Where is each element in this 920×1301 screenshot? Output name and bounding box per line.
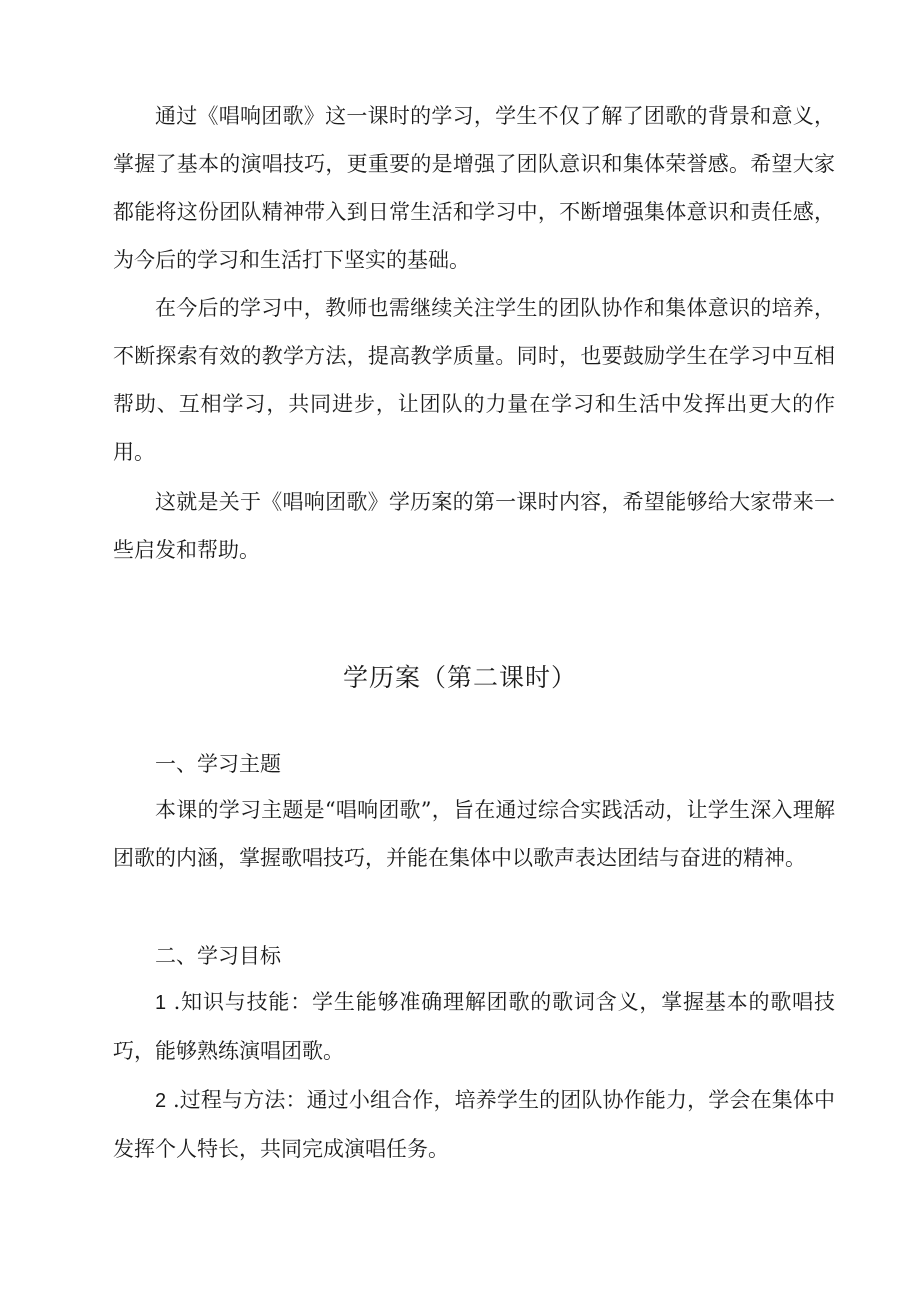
learning-theme-paragraph: 本课的学习主题是“唱响团歌”，旨在通过综合实践活动，让学生深入理解团歌的内涵，掌握歌唱技巧，并能在集体中以歌声表达团结与奋进的精神。 — [113, 798, 835, 870]
goal-text: .知识与技能：学生能够准确理解团歌的歌词含义，掌握基本的歌唱技巧，能够熟练演唱团歌。 — [113, 990, 835, 1063]
goal-process-methods — [113, 1076, 835, 1173]
goal-number: 2 — [155, 1090, 167, 1112]
teacher-reflection-paragraph: 在今后的学习中，教师也需继续关注学生的团队协作和集体意识的培养，不断探索有效的教学方法，提高教学质量。同时，也要鼓励学生在学习中互相帮助、互相学习，共同进步，让团队的力量在学习和生活中发挥出更大的作用。 — [113, 296, 835, 464]
heading-learning-theme: 一、学习主题 — [155, 752, 281, 776]
section-title: 学历案（第二课时） — [342, 663, 577, 692]
goal-knowledge-skills — [113, 978, 835, 1075]
summary-paragraph: 通过《唱响团歌》这一课时的学习，学生不仅了解了团歌的背景和意义，掌握了基本的演唱技巧，更重要的是增强了团队意识和集体荣誉感。希望大家都能将这份团队精神带入到日常生活和学习中，不断增强集体意识和责任感，为今后的学习和生活打下坚实的基础。 — [113, 104, 835, 272]
goal-text: .过程与方法：通过小组合作，培养学生的团队协作能力，学会在集体中发挥个人特长，共同完成演唱任务。 — [113, 1088, 835, 1161]
closing-paragraph: 这就是关于《唱响团歌》学历案的第一课时内容，希望能够给大家带来一些启发和帮助。 — [113, 490, 835, 562]
goal-number: 1 — [155, 992, 167, 1014]
heading-learning-goals: 二、学习目标 — [155, 944, 281, 968]
